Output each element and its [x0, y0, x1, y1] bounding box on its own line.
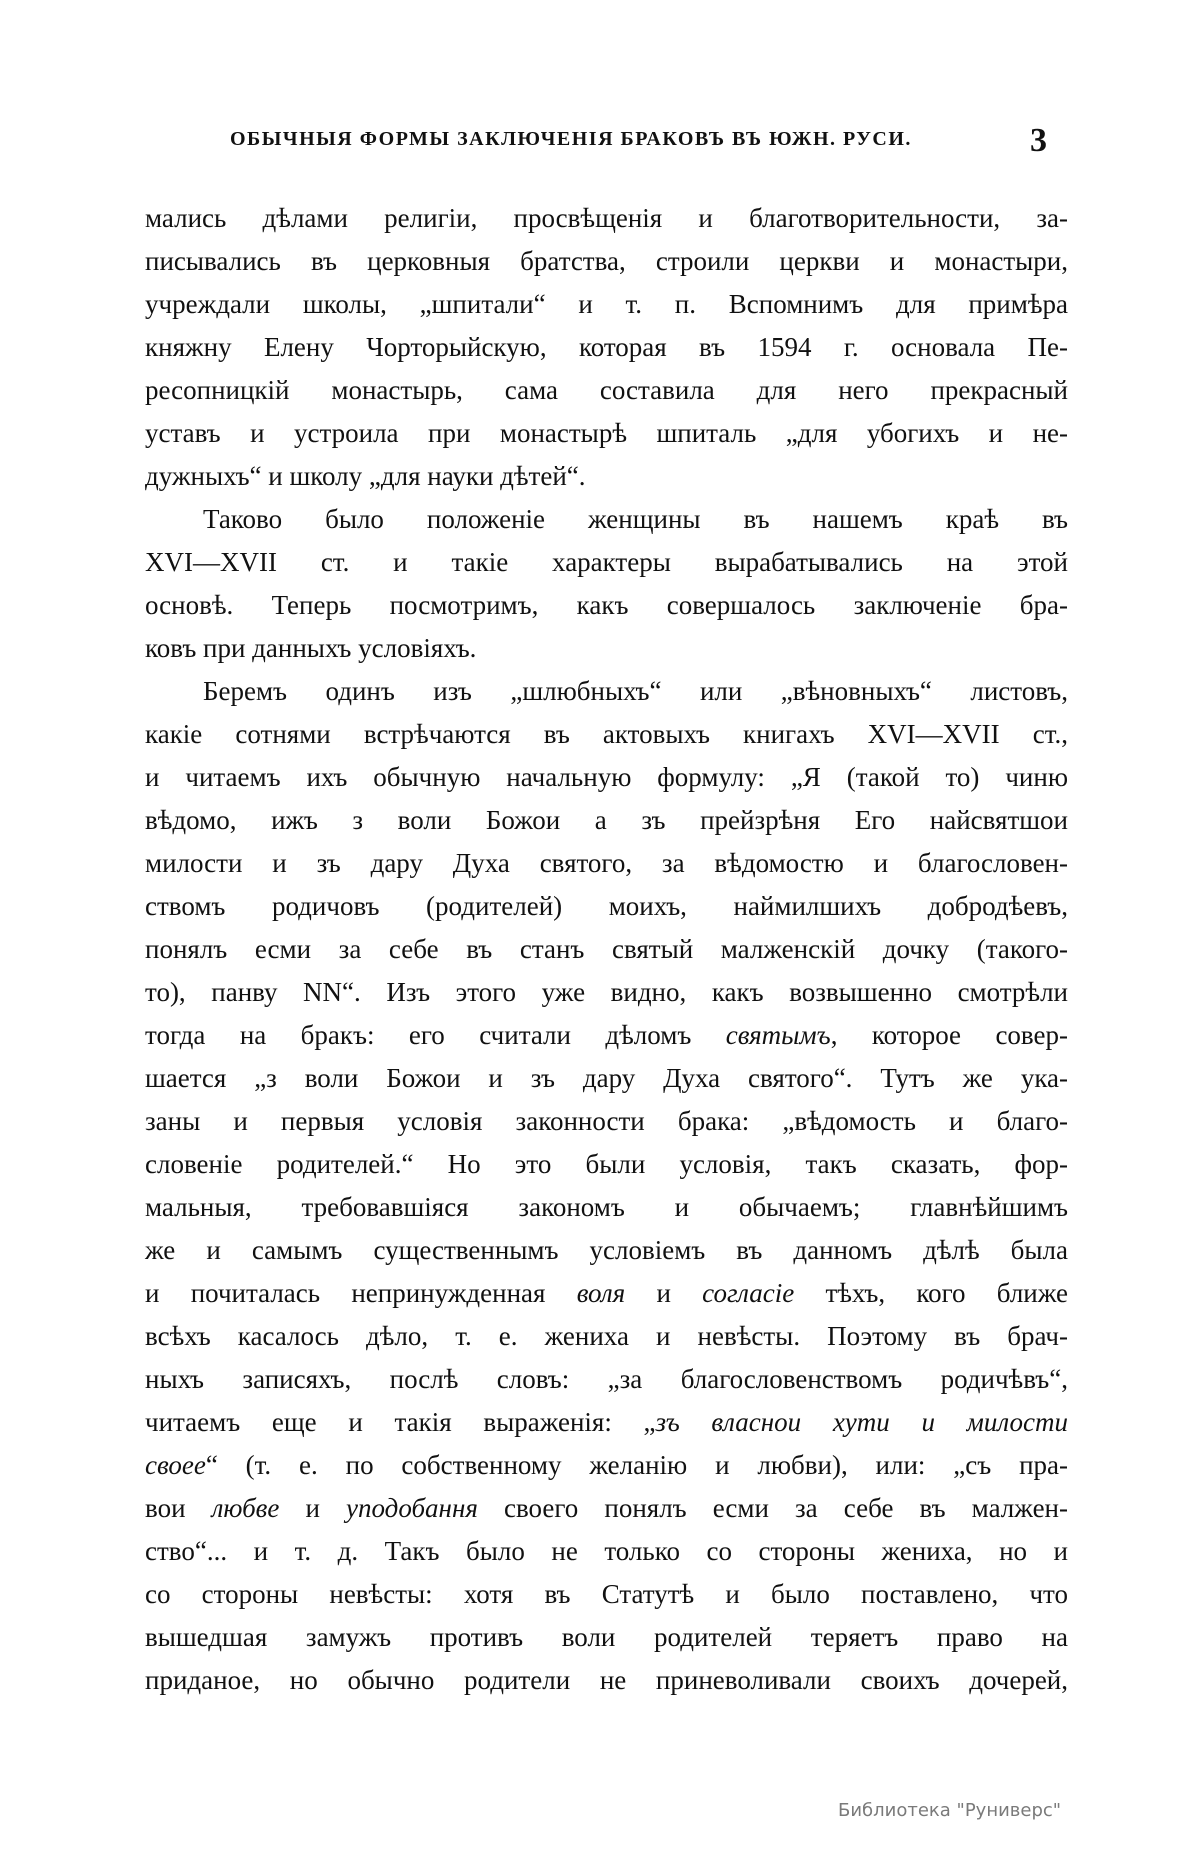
text-segment: , которое совер-	[830, 1020, 1068, 1050]
text-line	[145, 1143, 1068, 1186]
text-line	[145, 541, 1068, 584]
italic-text: воля	[576, 1278, 626, 1308]
text-segment: милости и зъ дару Духа святого, за вѣдомостю и благословен-	[145, 848, 1068, 878]
text-line	[145, 1573, 1068, 1616]
text-segment: со стороны невѣсты: хотя въ Статутѣ и было поставлено, что	[145, 1579, 1068, 1609]
italic-text: святымъ	[725, 1020, 831, 1050]
text-line	[145, 799, 1068, 842]
italic-text: любве	[211, 1493, 280, 1523]
text-segment: словеніе родителей.“ Но это были условія, такъ сказать, фор-	[145, 1149, 1068, 1179]
text-segment: ствомъ родичовъ (родителей) моихъ, наймилшихъ добродѣевъ,	[145, 891, 1068, 921]
text-line	[145, 326, 1068, 369]
text-segment: вышедшая замужъ противъ воли родителей теряетъ право на	[145, 1622, 1068, 1652]
text-line	[145, 670, 1068, 713]
text-segment: мались дѣлами религіи, просвѣщенія и благотворительности, за-	[145, 203, 1068, 233]
italic-text: своее	[145, 1450, 206, 1480]
text-segment: писывались въ церковныя братства, строили церкви и монастыри,	[145, 246, 1068, 276]
text-segment: и	[625, 1278, 703, 1308]
text-line	[145, 971, 1068, 1014]
text-segment: ство“... и т. д. Такъ было не только со стороны жениха, но и	[145, 1536, 1068, 1566]
text-segment: шается „з воли Божои и зъ дару Духа святого“. Тутъ же ука-	[145, 1063, 1068, 1093]
text-line	[145, 1186, 1068, 1229]
text-segment: тогда на бракъ: его считали дѣломъ	[145, 1020, 726, 1050]
paragraph	[145, 498, 1068, 670]
text-segment: XVI—XVII ст. и такіе характеры вырабатывались на этой	[145, 547, 1068, 577]
italic-text: зъ власнои хути и милости	[655, 1407, 1068, 1437]
text-line	[145, 1272, 1068, 1315]
text-segment: уставъ и устроила при монастырѣ шпиталь „для убогихъ и не-	[145, 418, 1068, 448]
text-line	[145, 1444, 1068, 1487]
text-line	[145, 197, 1068, 240]
text-line	[145, 885, 1068, 928]
body-text	[145, 197, 1068, 1702]
paragraph	[145, 670, 1068, 1702]
text-segment: Беремъ одинъ изъ „шлюбныхъ“ или „вѣновныхъ“ листовъ,	[203, 676, 1068, 706]
text-segment: и почиталась непринужденная	[145, 1278, 577, 1308]
text-line	[145, 713, 1068, 756]
text-segment: Таково было положеніе женщины въ нашемъ краѣ въ	[203, 504, 1068, 534]
text-segment: “ (т. е. по собственному желанію и любви), или: „съ пра-	[205, 1450, 1068, 1480]
text-line	[145, 1057, 1068, 1100]
text-line	[145, 1616, 1068, 1659]
text-line	[145, 1229, 1068, 1272]
text-segment: княжну Елену Чорторыйскую, которая въ 1594 г. основала Пе-	[145, 332, 1068, 362]
text-segment: и читаемъ ихъ обычную начальную формулу: „Я (такой то) чиню	[145, 762, 1068, 792]
text-line	[145, 1315, 1068, 1358]
text-line	[145, 1659, 1068, 1702]
text-line	[145, 756, 1068, 799]
paragraph	[145, 197, 1068, 498]
text-line	[145, 1014, 1068, 1057]
text-segment: заны и первыя условія законности брака: „вѣдомость и благо-	[145, 1106, 1068, 1136]
page-number: 3	[1030, 122, 1047, 159]
text-line	[145, 1100, 1068, 1143]
text-line	[145, 1401, 1068, 1444]
text-line	[145, 584, 1068, 627]
text-line	[145, 1358, 1068, 1401]
text-line	[145, 240, 1068, 283]
text-segment: читаемъ еще и такія выраженія: „	[145, 1407, 656, 1437]
text-line	[145, 369, 1068, 412]
running-title: ОБЫЧНЫЯ ФОРМЫ ЗАКЛЮЧЕНІЯ БРАКОВЪ ВЪ ЮЖН. РУСИ.	[230, 128, 912, 150]
text-line	[145, 498, 1068, 541]
text-segment: же и самымъ существеннымъ условіемъ въ данномъ дѣлѣ была	[145, 1235, 1068, 1265]
italic-text: уподобання	[346, 1493, 478, 1523]
library-watermark: Библиотека "Руниверс"	[838, 1800, 1062, 1821]
text-segment: дужныхъ“ и школу „для науки дѣтей“.	[145, 461, 586, 491]
text-segment: тѣхъ, кого ближе	[794, 1278, 1069, 1308]
text-segment: понялъ есми за себе въ станъ святый малженскій дочку (такого-	[145, 934, 1068, 964]
text-segment: ресопницкій монастырь, сама составила для него прекрасный	[145, 375, 1068, 405]
text-line	[145, 928, 1068, 971]
text-segment: учреждали школы, „шпитали“ и т. п. Вспомнимъ для примѣра	[145, 289, 1068, 319]
text-line	[145, 455, 1068, 498]
text-segment: приданое, но обычно родители не приневоливали своихъ дочерей,	[145, 1665, 1068, 1695]
text-line	[145, 1487, 1068, 1530]
text-segment: вои	[145, 1493, 212, 1523]
text-segment: своего понялъ есми за себе въ малжен-	[477, 1493, 1068, 1523]
text-segment: всѣхъ касалось дѣло, т. е. жениха и невѣсты. Поэтому въ брач-	[145, 1321, 1068, 1351]
text-line	[145, 627, 1068, 670]
text-segment: ныхъ записяхъ, послѣ словъ: „за благословенствомъ родичѣвъ“,	[145, 1364, 1068, 1394]
text-segment: и	[279, 1493, 347, 1523]
text-line	[145, 1530, 1068, 1573]
text-line	[145, 283, 1068, 326]
text-segment: какіе сотнями встрѣчаются въ актовыхъ книгахъ XVI—XVII ст.,	[145, 719, 1068, 749]
text-line	[145, 842, 1068, 885]
text-segment: то), панву NN“. Изъ этого уже видно, какъ возвышенно смотрѣли	[145, 977, 1068, 1007]
text-line	[145, 412, 1068, 455]
text-segment: вѣдомо, ижъ з воли Божои а зъ прейзрѣня Его найсвятшои	[145, 805, 1068, 835]
text-segment: ковъ при данныхъ условіяхъ.	[145, 633, 477, 663]
text-segment: мальныя, требовавшіяся закономъ и обычаемъ; главнѣйшимъ	[145, 1192, 1068, 1222]
italic-text: согласіе	[702, 1278, 795, 1308]
text-segment: основѣ. Теперь посмотримъ, какъ совершалось заключеніе бра-	[145, 590, 1068, 620]
